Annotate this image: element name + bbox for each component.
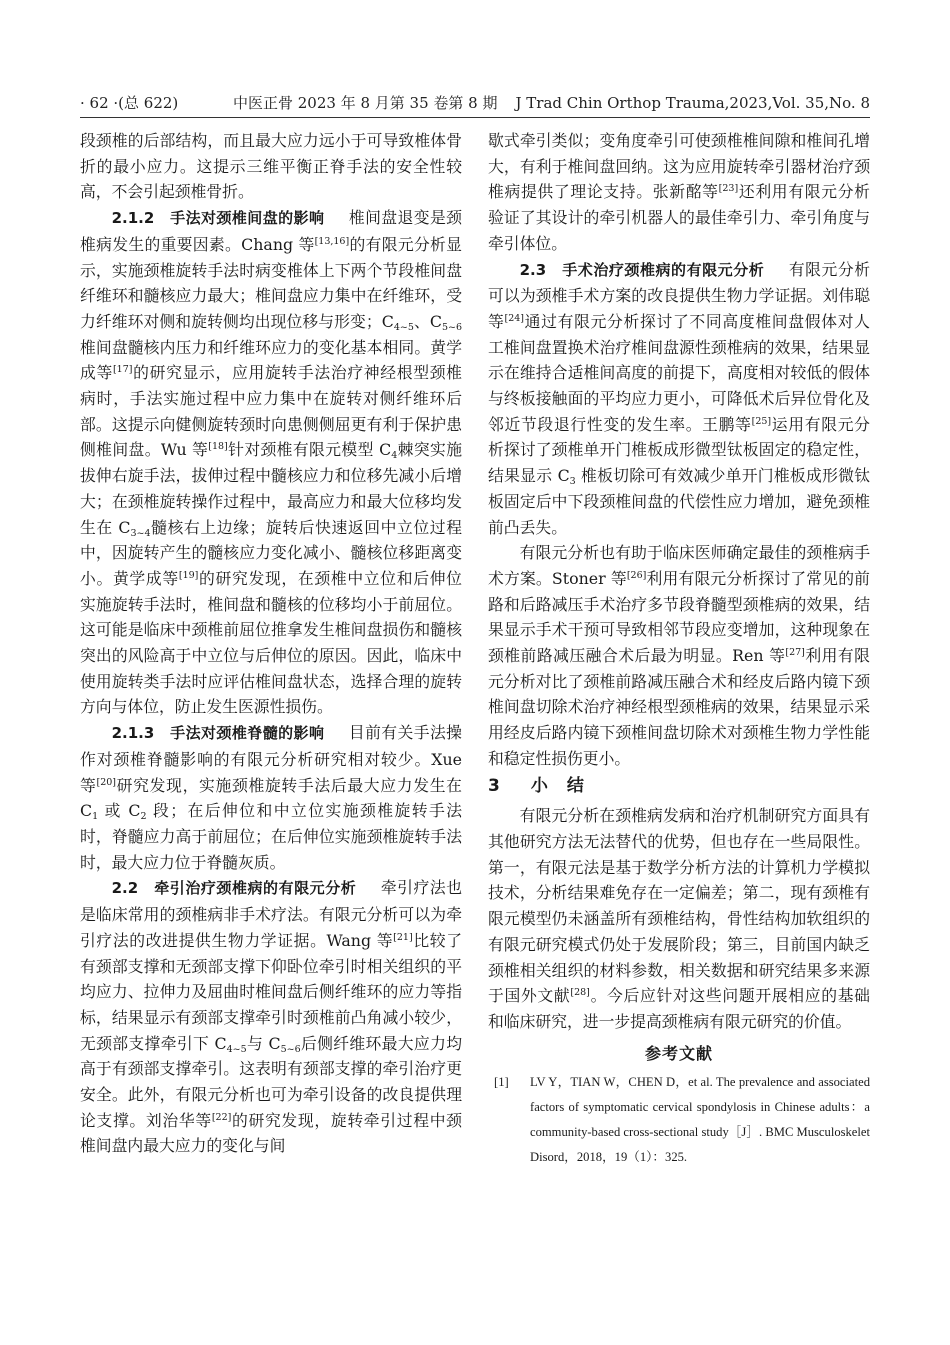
reference-number: [1] — [494, 1075, 509, 1090]
references-heading: 参考文献 — [644, 1043, 713, 1063]
citation: [22] — [211, 1111, 232, 1123]
section-2-1-2: 2.1.2 手法对颈椎间盘的影响 椎间盘退变是颈椎病发生的重要因素。Chang 等[13,16]的有限元分析显示，实施颈椎旋转手法时病变椎体上下两个节段椎间盘纤维环和髓核应力最大；椎间盘应力集中在纤维环，受力纤维环对侧和旋转侧均出现位移与形变；$C_{4\sim 5}$、$C_{5\sim 6}$椎间盘髓核内压力和纤维环应力的变化基本相同。黄学成等[17]的研究显示，应用旋转手法治疗神经根型颈椎病时，手法实施过程中应力集中在旋转对侧纤维环后部。这提示向健侧旋转颈时向患侧侧屈更有利于保护患侧椎间盘。Wu 等[18]针对颈椎有限元模型 $C_4$棘突实施拔伸右旋手法，拔伸过程中髓核应力和位移先减小后增大；在颈椎旋转操作过程中，最高应力和最大位移均发生在 $C_{3\sim 4}$髓核右上边缘；旋转后快速返回中立位过程中，因旋转产生的髓核应力变化减小、髓核位移距离变小。黄学成等[19]的研究发现，在颈椎中立位和后伸位实施旋转手法时，椎间盘和髓核的位移均小于前屈位。这可能是临床中颈椎前屈位推拿发生椎间盘损伤和髓核突出的风险高于中立位与后伸位的原因。因此，临床中使用旋转类手法时应评估椎间盘状态，选择合理的旋转方向与体位，防止发生医源性损伤。 — [80, 208, 462, 717]
citation: [19] — [178, 569, 199, 581]
citation: [23] — [718, 183, 739, 195]
journal-title-cn: 中医正骨 2023 年 8 月第 35 卷第 8 期 — [233, 94, 498, 112]
citation: [25] — [751, 415, 772, 427]
paragraph: 有限元分析在颈椎病发病和治疗机制研究方面具有其他研究方法无法替代的优势，但也存在一些局限性。第一，有限元法是基于数学分析方法的计算机力学模拟技术，分析结果难免存在一定偏差；第二，现有颈椎有限元模型仍未涵盖所有颈椎结构，骨性结构加软组织的有限元研究模式仍处于发展阶段；第三，目前国内缺乏颈椎相关组织的材料参数，相关数据和研究结果多来源于国外文献[28]。今后应针对这些问题开展相应的基础和临床研究，进一步提高颈椎病有限元研究的价值。 — [488, 806, 870, 1031]
section-heading: 2.2 牵引治疗颈椎病的有限元分析 — [111, 879, 357, 898]
citation: [20] — [96, 776, 116, 788]
running-header — [80, 92, 870, 114]
section-heading: 2.3 手术治疗颈椎病的有限元分析 — [519, 260, 765, 279]
citation: [28] — [570, 987, 590, 999]
reference-text: LV Y，TIAN W，CHEN D，et al. The prevalence and associated factors of symptomatic cervical spondylosis in Chinese adults：a community-based cross-sectional study［J］. BMC Musculoskelet Disord，2018，19（1）：325. — [530, 1075, 870, 1165]
citation: [24] — [504, 312, 524, 324]
section-2-2: 2.2 牵引治疗颈椎病的有限元分析 牵引疗法也是临床常用的颈椎病非手术疗法。有限元分析可以为牵引疗法的改进提供生物力学证据。Wang 等[21]比较了有颈部支撑和无颈部支撑下仰卧位牵引时相关组织的平均应力、拉伸力及屈曲时椎间盘后侧纤维环的应力等指标，结果显示有颈部支撑牵引时颈椎前凸角减小较少，无颈部支撑牵引下 $C_{4\sim 5}$与 $C_{5\sim 6}$后侧纤维环最大应力均高于有颈部支撑牵引。这表明有颈部支撑的牵引治疗更安全。此外，有限元分析也可为牵引设备的改良提供理论支撑。刘治华等[22]的研究发现，旋转牵引过程中颈椎间盘内最大应力的变化与间 — [80, 878, 463, 1156]
citation: [13,16] — [314, 235, 350, 247]
section-3-heading: 3 小 结 — [488, 775, 585, 796]
citation: [18] — [208, 441, 228, 453]
section-2-1-3: 2.1.3 手法对颈椎脊髓的影响 目前有关手法操作对颈椎脊髓影响的有限元分析研究相对较少。Xue 等[20]研究发现，实施颈椎旋转手法后最大应力发生在 $C_1$ 或 $C_2$ 段；在后伸位和中立位实施颈椎旋转手法时，脊髓应力高于前屈位；在后伸位实施颈椎旋转手法时，最大应力位于脊髓灰质。 — [80, 723, 462, 872]
paragraph: 歇式牵引类似；变角度牵引可使颈椎椎间隙和椎间孔增大，有利于椎间盘回纳。这为应用旋转牵引器材治疗颈椎病提供了理论支持。张新酩等[23]还利用有限元分析验证了其设计的牵引机器人的最佳牵引力、牵引角度与牵引体位。 — [488, 131, 870, 253]
citation: [21] — [393, 931, 413, 943]
header-rule — [80, 117, 870, 118]
section-heading: 2.1.3 手法对颈椎脊髓的影响 — [111, 724, 325, 743]
citation: [27] — [785, 647, 805, 659]
paragraph: 段颈椎的后部结构，而且最大应力远小于可导致椎体骨折的最小应力。这提示三维平衡正脊手法的安全性较高，不会引起颈椎骨折。 — [80, 131, 462, 202]
section-heading: 2.1.2 手法对颈椎间盘的影响 — [111, 209, 325, 228]
left-column — [80, 128, 462, 1159]
journal-citation — [215, 92, 870, 114]
right-column — [488, 128, 870, 1170]
paragraph: 有限元分析也有助于临床医师确定最佳的颈椎病手术方案。Stoner 等[26]利用有限元分析探讨了常见的前路和后路减压手术治疗多节段脊髓型颈椎病的效果，结果显示手术干预可导致相邻节段应变增加，这种现象在颈椎前路减压融合术后最为明显。Ren 等[27]利用有限元分析对比了颈椎前路减压融合术和经皮后路内镜下颈椎间盘切除术治疗神经根型颈椎病的效果，结果显示采用经皮后路内镜下颈椎间盘切除术对颈椎生物力学性能和稳定性损伤更小。 — [488, 543, 870, 768]
citation: [26] — [626, 569, 647, 581]
reference-item — [488, 1070, 870, 1170]
page-number: · 62 ·(总 622) — [80, 94, 179, 112]
journal-title-en: J Trad Chin Orthop Trauma,2023,Vol. 35,No. 8 — [515, 94, 870, 112]
citation: [17] — [112, 364, 133, 376]
section-2-3: 2.3 手术治疗颈椎病的有限元分析 有限元分析可以为颈椎手术方案的改良提供生物力学证据。刘伟聪等[24]通过有限元分析探讨了不同高度椎间盘假体对人工椎间盘置换术治疗椎间盘源性颈椎病的效果，结果显示在维持合适椎间高度的前提下，高度相对较低的假体与终板接触面的平均应力更小，可降低术后异位骨化及邻近节段退行性变的发生率。王鹏等[25]运用有限元分析探讨了颈椎单开门椎板成形微型钛板固定的稳定性，结果显示 $C_3$ 椎板切除可有效减少单开门椎板成形微钛板固定后中下段颈椎间盘的代偿性应力增加，避免颈椎前凸丢失。 — [488, 259, 871, 537]
